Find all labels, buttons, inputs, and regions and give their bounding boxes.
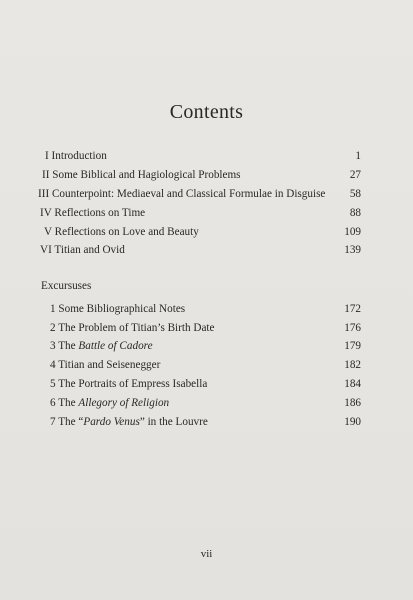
toc-entry-chapter-5	[0, 224, 413, 240]
toc-entry-page: 1	[355, 150, 361, 162]
toc-entry-page: 139	[344, 244, 361, 256]
excursus-title: Some Bibliographical Notes	[58, 303, 186, 315]
excursus-number: 6	[50, 397, 56, 409]
toc-entry-chapter-6	[0, 242, 413, 258]
toc-entry-label	[50, 338, 153, 354]
toc-entry-excursus-5	[0, 376, 413, 392]
excursuses-heading: Excursuses	[41, 280, 92, 292]
toc-entry-excursus-6	[0, 395, 413, 411]
toc-entry-page: 88	[349, 207, 361, 219]
toc-entry-label: V Reflections on Love and Beauty	[44, 226, 199, 238]
toc-entry-chapter-1	[0, 148, 413, 164]
excursus-title: The	[58, 397, 79, 409]
excursus-title: The	[58, 340, 79, 352]
toc-entry-page: 58	[349, 188, 361, 200]
toc-entry-page: 109	[344, 226, 361, 238]
toc-entry-excursus-3	[0, 338, 413, 354]
toc-entry-label: III Counterpoint: Mediaeval and Classical Formulae in Disguise	[38, 188, 326, 200]
toc-entry-page: 172	[344, 303, 361, 315]
toc-entry-chapter-2	[0, 167, 413, 183]
toc-entry-page: 27	[349, 169, 361, 181]
toc-entry-label: I Introduction	[45, 150, 107, 162]
toc-entry-label	[50, 376, 207, 392]
excursus-number: 3	[50, 340, 56, 352]
excursus-title-italic: Pardo Venus	[83, 416, 140, 428]
excursus-title-suffix: ” in the Louvre	[139, 416, 208, 428]
toc-entry-page: 186	[344, 397, 361, 409]
toc-entry-label: IV Reflections on Time	[40, 207, 146, 219]
excursus-number: 1	[50, 303, 56, 315]
toc-entry-label	[50, 357, 160, 373]
excursus-title: Titian and Seisenegger	[58, 359, 161, 371]
toc-entry-label	[50, 414, 208, 430]
toc-entry-page: 176	[344, 322, 361, 334]
excursus-number: 4	[50, 359, 56, 371]
excursus-title: The “	[58, 416, 84, 428]
page-title: Contents	[169, 101, 244, 123]
toc-entry-label	[50, 301, 185, 317]
toc-entry-page: 184	[344, 378, 361, 390]
toc-entry-page: 182	[344, 359, 361, 371]
excursus-title: The Portraits of Empress Isabella	[58, 378, 208, 390]
toc-entry-chapter-4	[0, 205, 413, 221]
toc-entry-chapter-3	[0, 186, 413, 202]
toc-entry-excursus-1	[0, 301, 413, 317]
toc-entry-excursus-4	[0, 357, 413, 373]
toc-entry-label	[50, 320, 215, 336]
toc-entry-excursus-7	[0, 414, 413, 430]
page-number: vii	[200, 548, 213, 560]
toc-entry-page: 190	[344, 416, 361, 428]
excursus-title-italic: Battle of Cadore	[78, 340, 153, 352]
excursus-number: 2	[50, 322, 56, 334]
excursus-title-italic: Allegory of Religion	[78, 397, 170, 409]
toc-entry-page: 179	[344, 340, 361, 352]
toc-entry-label	[50, 395, 169, 411]
excursus-title: The Problem of Titian’s Birth Date	[58, 322, 215, 334]
excursus-number: 5	[50, 378, 56, 390]
toc-entry-label: VI Titian and Ovid	[40, 244, 125, 256]
toc-entry-label: II Some Biblical and Hagiological Problems	[42, 169, 241, 181]
excursus-number: 7	[50, 416, 56, 428]
toc-entry-excursus-2	[0, 320, 413, 336]
